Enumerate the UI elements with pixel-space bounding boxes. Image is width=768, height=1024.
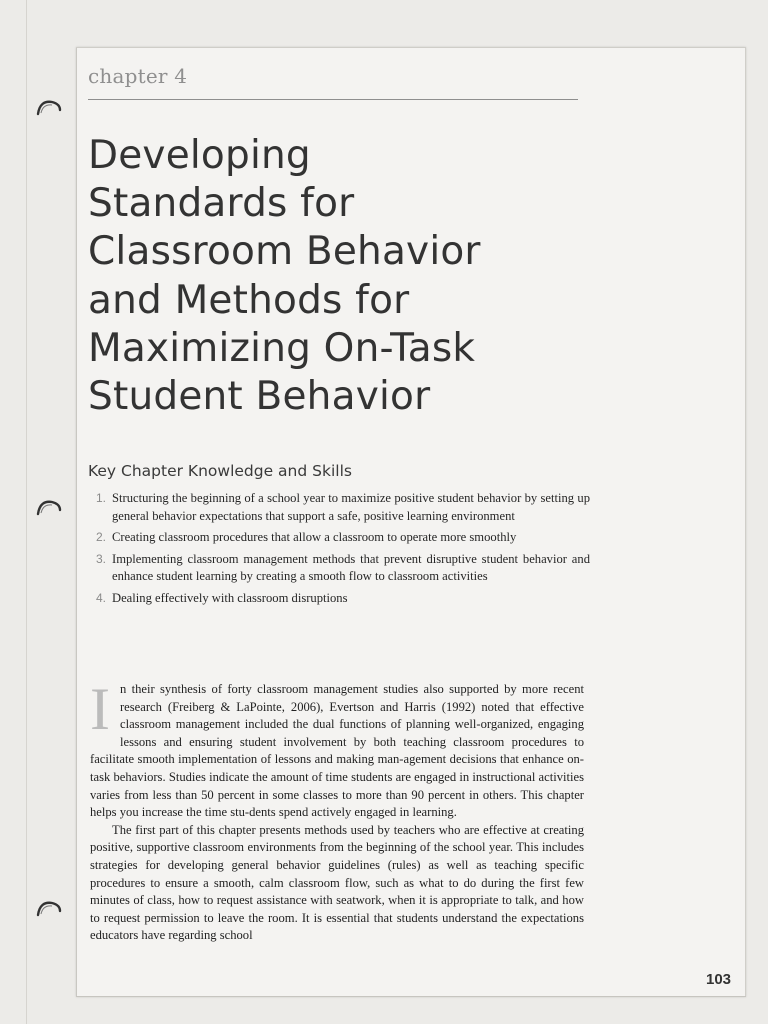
key-skill-text: Creating classroom procedures that allow a classroom to operate more smoothly — [112, 530, 517, 544]
page-edge-right — [745, 47, 746, 997]
page-edge-bottom — [76, 996, 746, 997]
chapter-title-line: Standards for — [88, 181, 355, 227]
list-number: 2. — [96, 530, 107, 544]
body-paragraph — [90, 676, 584, 822]
key-skill-item — [96, 529, 590, 547]
page-edge-left — [76, 47, 77, 997]
body-paragraph: The first part of this chapter presents methods used by teachers who are effective at creating positive, supportive classroom environments from the beginning of the school year. This includes strategies for developing general behavior guidelines (rules) as well as teaching specific procedures to ensure a smooth, calm classroom flow, such as what to do during the first few minutes of class, how to request assistance with seatwork, when it is appropriate to talk, and how to request permission to leave the room. It is essential that students understand the expectations educators have regarding school — [90, 822, 584, 943]
page-edge-top — [76, 47, 746, 48]
key-skill-item — [96, 590, 590, 608]
list-number: 3. — [96, 551, 107, 566]
key-skill-item — [96, 490, 590, 525]
key-skill-item — [96, 551, 590, 586]
binder-hole-icon — [34, 94, 64, 124]
binder-hole-icon — [34, 494, 64, 524]
chapter-title — [88, 132, 568, 421]
drop-cap: I — [90, 676, 110, 742]
key-skill-text: Dealing effectively with classroom disruptions — [112, 590, 348, 605]
list-number: 1. — [96, 491, 107, 505]
chapter-rule — [88, 99, 578, 100]
key-skills-heading: Key Chapter Knowledge and Skills — [88, 462, 352, 480]
chapter-title-line: Student Behavior — [88, 374, 431, 420]
key-skill-text: Implementing classroom management methods that prevent disruptive student behavior and enhance student learning by creating a smooth flow to classroom activities — [112, 551, 590, 583]
list-number: 4. — [96, 590, 107, 605]
key-skills-list — [96, 490, 590, 611]
chapter-title-line: and Methods for — [88, 277, 410, 323]
body-paragraph-text: n their synthesis of forty classroom management studies also supported by more recent research (Freiberg & LaPointe, 2006), Evertson and Harris (1992) noted that effective classroom management included the dual functions of planning well-organized, engaging lessons and ensuring student involvement by both teaching classroom procedures to facilitate smooth implementation of lessons and making man-agement decisions that enhance on-task behaviors. Studies indicate the amount of time students are engaged in instructional activities varies from less than 50 percent in some classes to more than 90 percent in others. This chapter helps you increase the time stu-dents spend actively engaged in learning. — [90, 682, 584, 820]
chapter-title-line: Classroom Behavior — [88, 229, 481, 275]
binder-edge — [26, 0, 27, 1024]
key-skill-text: Structuring the beginning of a school year to maximize positive student behavior by setting up general behavior expectations that support a safe, positive learning environment — [112, 491, 590, 523]
page-number: 103 — [706, 971, 732, 988]
chapter-label: chapter 4 — [88, 64, 188, 88]
chapter-title-line: Developing — [88, 133, 311, 178]
binder-hole-icon — [34, 895, 64, 925]
chapter-title-line: Maximizing On-Task — [88, 325, 476, 371]
body-text — [90, 676, 584, 945]
